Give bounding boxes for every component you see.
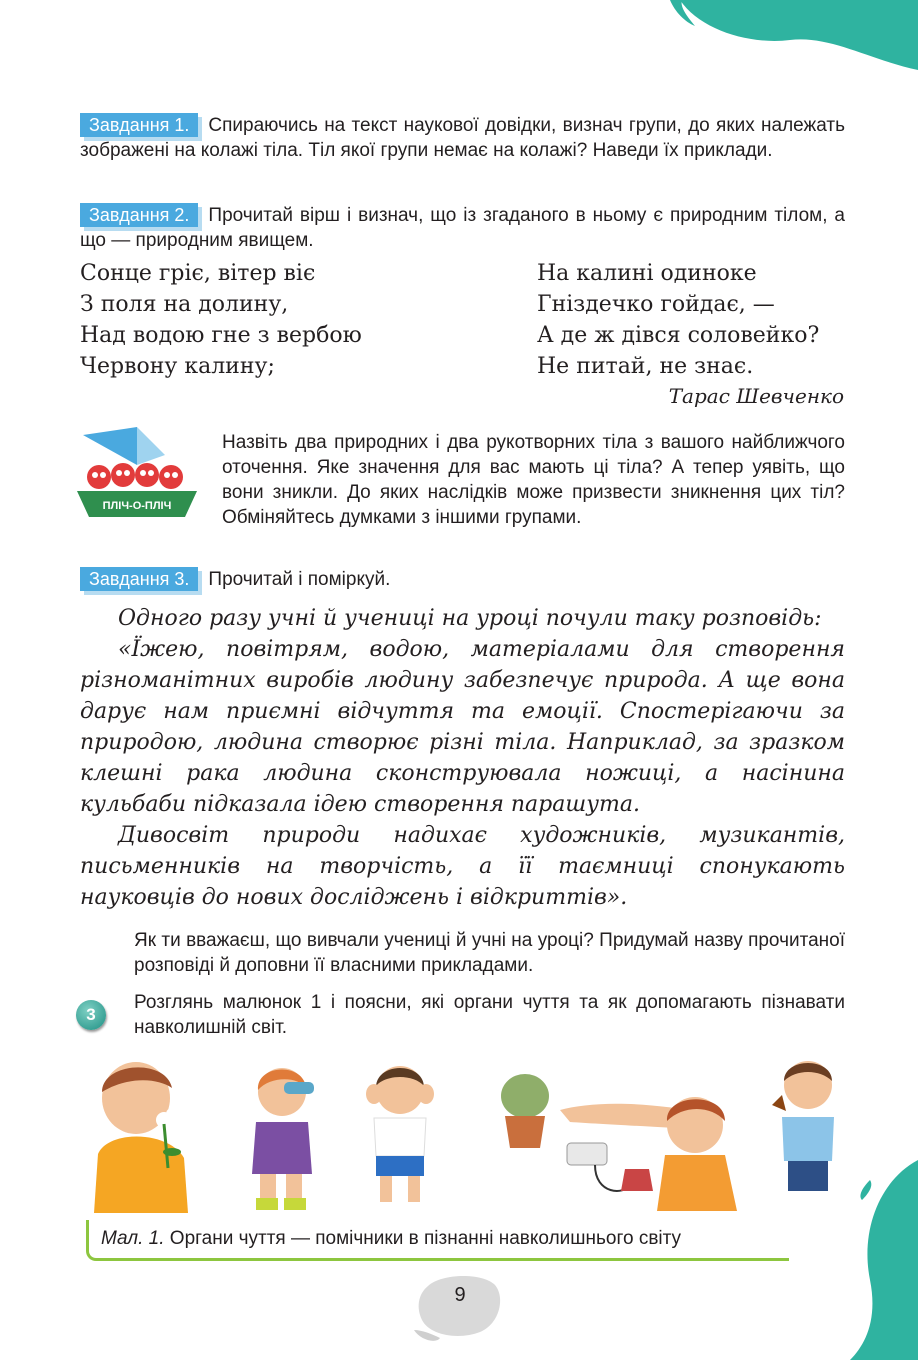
bottom-right-decor xyxy=(840,1160,918,1360)
group-task-text: Назвіть два природних і два рукотворних тіла з вашого найближчого оточення. Яке значення для вас мають ці тіла? А тепер уявіть, що вони зникли. До яких наслідків може призвести зникнення цих тіл? Обміняйтесь думками з іншими групами. xyxy=(222,432,845,528)
boy-smelling-flower-image xyxy=(88,1058,198,1213)
task-1-badge: Завдання 1. xyxy=(80,113,198,137)
question-3-text: Розглянь малюнок 1 і поясни, які органи чуття та як допомагають пізнавати навколишній світ. xyxy=(134,992,845,1038)
poem-line: Гніздечко гойдає, — xyxy=(537,292,775,317)
poem-line: Над водою гне з вербою xyxy=(80,323,362,348)
task-3-badge: Завдання 3. xyxy=(80,567,198,591)
poem-left-column xyxy=(80,258,362,382)
task-2-text: Прочитай вірш і визнач, що із згаданого в ньому є природним тілом, а що — природним явищем. xyxy=(80,205,845,251)
poem-line: З поля на долину, xyxy=(80,292,289,317)
child-covering-ears-image xyxy=(360,1058,440,1213)
top-right-decor xyxy=(640,0,918,90)
task-3-text: Прочитай і поміркуй. xyxy=(208,569,391,590)
boy-eating-image xyxy=(770,1055,845,1215)
story-paragraph: Дивосвіт природи надихає художників, музикантів, письменників на творчість, а її таємниці спонукають науковців до нових досліджень і відкриттів». xyxy=(80,823,845,910)
page-number: 9 xyxy=(454,1284,466,1306)
poem-line: На калині одиноке xyxy=(537,261,757,286)
task-1-text: Спираючись на текст наукової довідки, визнач групи, до яких належать зображені на колажі тіла. Тіл якої групи немає на колажі? Наведи їх приклади. xyxy=(80,115,845,161)
poem-line: Не питай, не знає. xyxy=(537,354,754,379)
story-paragraph: «Їжею, повітрям, водою, матеріалами для створення різноманітних виробів людину забезпечує природа. А ще вона дарує нам приємні відчуття та емоції. Спостерігаючи за природою, людина створює різні тіла. Наприклад, за зразком клешні рака людина сконструювала ножиці, а насінина кульбаби підказала ідею створення парашута. xyxy=(80,637,845,817)
logo-text: ПЛІЧ-О-ПЛІЧ xyxy=(102,500,172,512)
page-number-splash-icon xyxy=(410,1268,510,1348)
girl-with-binoculars-image xyxy=(242,1062,327,1212)
poem-right-column xyxy=(537,258,819,382)
girl-touching-iron-image xyxy=(565,1085,745,1215)
caption-text: Органи чуття — помічники в пізнанні навколишнього світу xyxy=(169,1228,682,1249)
task-2 xyxy=(80,203,845,253)
group-work-logo-icon xyxy=(75,425,200,520)
story-paragraph: Одного разу учні й учениці на уроці почули таку розповідь: xyxy=(118,606,822,631)
figure-caption xyxy=(86,1220,789,1261)
caption-label: Мал. 1. xyxy=(101,1228,165,1249)
task-3 xyxy=(80,567,845,592)
poem-line: А де ж дівся соловейко? xyxy=(537,323,820,348)
story-question: Як ти вважаєш, що вивчали учениці й учні на уроці? Придумай назву прочитаної розповіді й доповни її власними прикладами. xyxy=(134,930,845,976)
poem-line: Червону калину; xyxy=(80,354,275,379)
task-1 xyxy=(80,113,845,163)
question-number-badge: 3 xyxy=(76,1000,106,1030)
poem-line: Сонце гріє, вітер віє xyxy=(80,261,316,286)
poem-author: Тарас Шевченко xyxy=(668,384,844,408)
story-text xyxy=(80,603,845,913)
task-2-badge: Завдання 2. xyxy=(80,203,198,227)
